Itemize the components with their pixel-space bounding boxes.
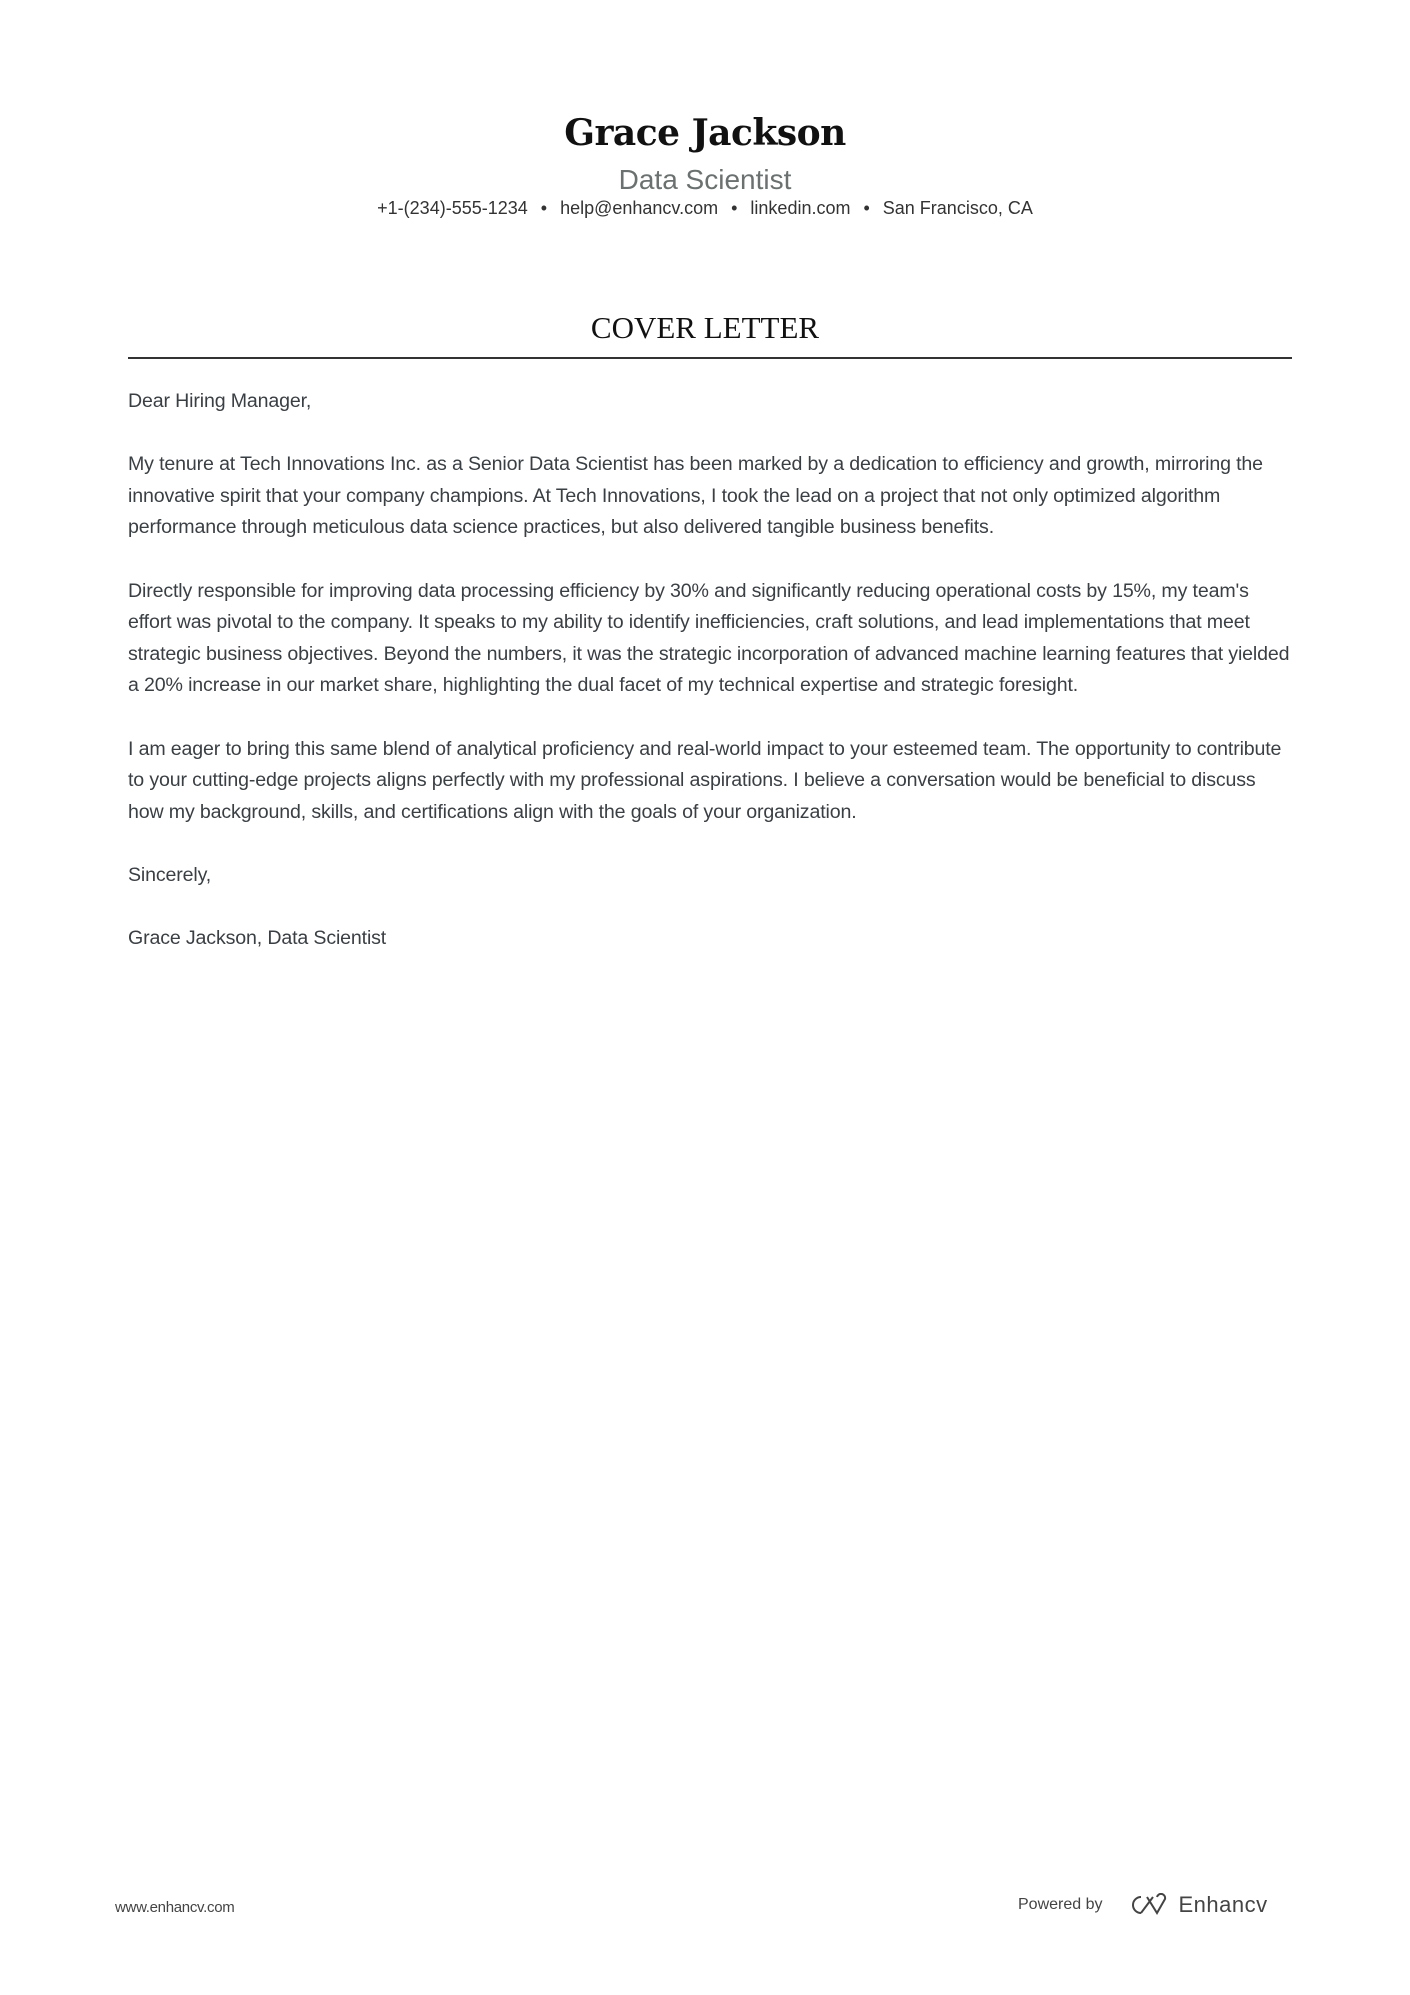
enhancv-logo-icon (1129, 1893, 1169, 1917)
signature: Grace Jackson, Data Scientist (128, 927, 387, 950)
separator: • (863, 198, 870, 218)
contact-location: San Francisco, CA (882, 198, 1033, 218)
brand-name: Enhancv (1178, 1892, 1268, 1917)
separator: • (540, 198, 548, 218)
salutation: Dear Hiring Manager, (128, 390, 312, 412)
letter-body (128, 386, 1292, 986)
contact-info (0, 198, 1410, 219)
contact-email[interactable]: help@enhancv.com (560, 198, 719, 218)
section-title: COVER LETTER (590, 310, 820, 345)
powered-by (1018, 1892, 1268, 1918)
separator: • (731, 198, 738, 218)
footer-website[interactable]: www.enhancv.com (115, 1899, 235, 1916)
powered-by-label: Powered by (1018, 1896, 1103, 1913)
enhancv-logo[interactable] (1129, 1892, 1268, 1918)
candidate-title: Data Scientist (618, 164, 792, 195)
contact-linkedin[interactable]: linkedin.com (750, 198, 851, 218)
section-divider (128, 357, 1292, 359)
paragraph: Directly responsible for improving data processing efficiency by 30% and significantly reducing operational costs by 15%, my team's effort was pivotal to the company. It speaks to my ability to identify inefficiencies, craft solutions, and lead implementations that meet strategic business objectives. Beyond the numbers, it was the strategic incorporation of advanced machine learning features that yielded a 20% increase in our market share, highlighting the dual facet of my technical expertise and strategic foresight. (128, 579, 1290, 697)
paragraph: I am eager to bring this same blend of analytical proficiency and real-world impact to your esteemed team. The opportunity to contribute to your cutting-edge projects aligns perfectly with my professional aspirations. I believe a conversation would be beneficial to discuss how my background, skills, and certifications align with the goals of your organization. (128, 737, 1282, 823)
candidate-name: Grace Jackson (564, 112, 846, 154)
closing: Sincerely, (128, 863, 212, 886)
paragraph: My tenure at Tech Innovations Inc. as a Senior Data Scientist has been marked by a dedication to efficiency and growth, mirroring the innovative spirit that your company champions. At Tech Innovations, I took the lead on a project that not only optimized algorithm performance through meticulous data science practices, but also delivered tangible business benefits. (128, 453, 1263, 539)
contact-phone: +1-(234)-555-1234 (377, 198, 528, 218)
